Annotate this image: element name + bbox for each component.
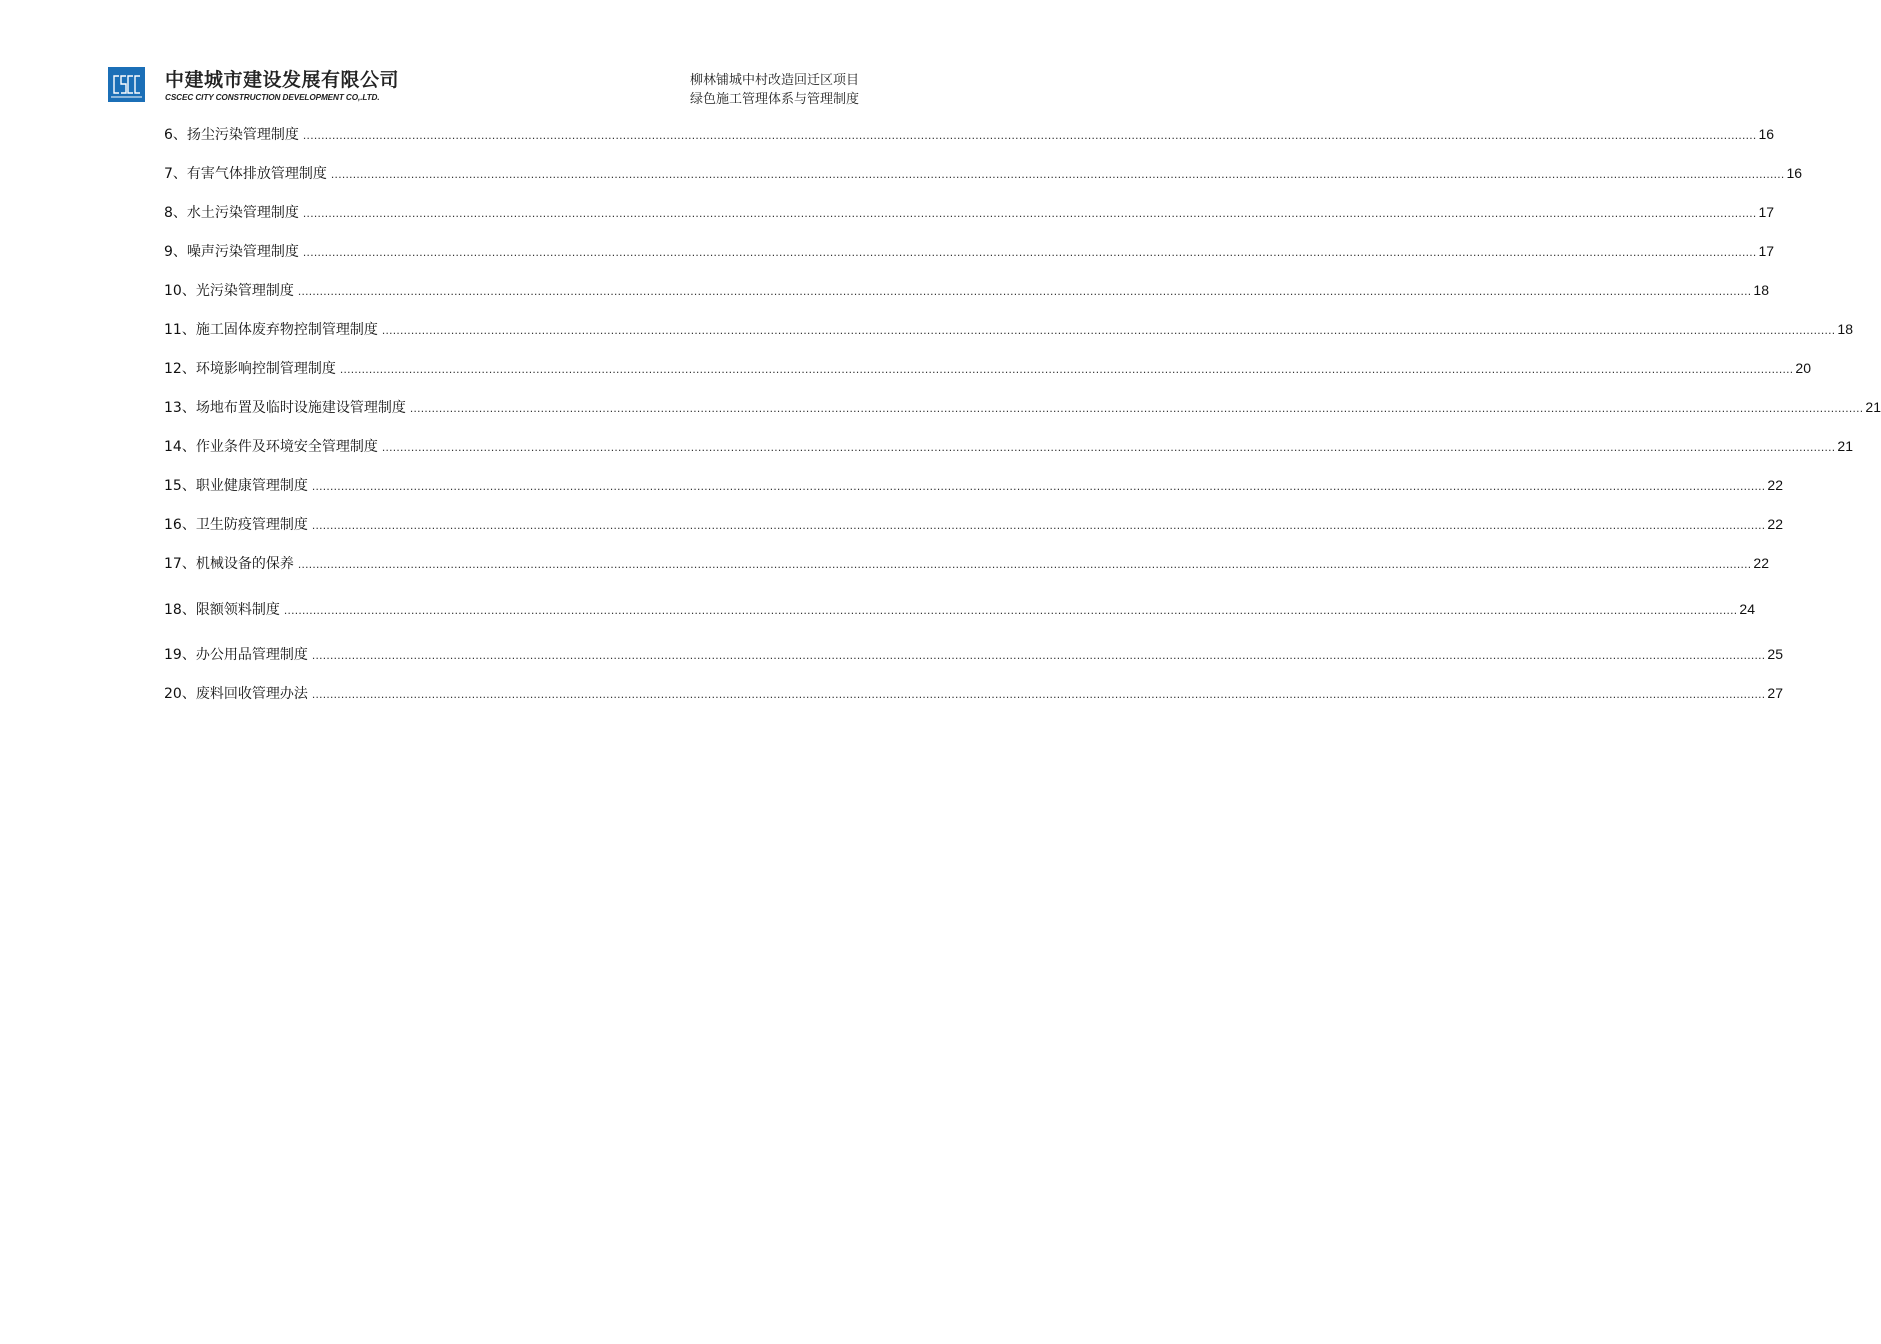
toc-entry-page: 25 [1767,646,1783,662]
toc-entry[interactable] [164,319,1853,339]
toc-entry-page: 20 [1795,360,1811,376]
toc-entry[interactable] [164,553,1769,573]
toc-entry[interactable] [164,241,1775,261]
toc-entry-page: 21 [1837,438,1853,454]
toc-entry-title: 19、办公用品管理制度 [164,647,308,663]
toc-entry-title: 15、职业健康管理制度 [164,478,308,494]
toc-entry-title: 17、机械设备的保养 [164,556,294,572]
toc-entry-title: 7、有害气体排放管理制度 [164,166,327,182]
toc-entry-title: 13、场地布置及临时设施建设管理制度 [164,400,406,416]
toc-entry-page: 22 [1767,477,1783,493]
toc-entry[interactable] [164,163,1803,183]
toc-entry-page: 16 [1786,165,1803,181]
toc-dot-leader: ................................................................................................................................................................................................................................................................................................................................................................................................................ [339,362,1794,376]
toc-entry[interactable] [164,683,1783,703]
toc-entry-page: 16 [1758,126,1775,142]
cscec-logo-icon [108,67,145,102]
toc-entry-page: 18 [1753,282,1769,298]
toc-entry[interactable] [164,124,1775,144]
toc-dot-leader: ................................................................................................................................................................................................................................................................................................................................................................................................................ [297,284,1752,298]
toc-entry[interactable] [164,436,1853,456]
toc-dot-leader: ................................................................................................................................................................................................................................................................................................................................................................................................................ [283,603,1738,617]
toc-entry-page: 17 [1758,204,1775,220]
toc-entry-page: 27 [1767,685,1783,701]
toc-entry[interactable] [164,514,1783,534]
toc-entry[interactable] [164,358,1811,378]
toc-entry-page: 17 [1758,243,1775,259]
toc-entry[interactable] [164,202,1775,222]
toc-entry-page: 24 [1739,601,1755,617]
toc-dot-leader: ................................................................................................................................................................................................................................................................................................................................................................................................................ [409,401,1864,415]
toc-entry-page: 22 [1767,516,1783,532]
company-name-en: CSCEC CITY CONSTRUCTION DEVELOPMENT CO,.LTD. [165,93,380,102]
document-title: 绿色施工管理体系与管理制度 [689,92,859,107]
toc-entry-title: 14、作业条件及环境安全管理制度 [164,439,378,455]
toc-entry-title: 18、限额领料制度 [164,602,280,618]
toc-entry[interactable] [164,475,1783,495]
toc-dot-leader: ................................................................................................................................................................................................................................................................................................................................................................................................................ [302,245,1757,259]
toc-entry-title: 12、环境影响控制管理制度 [164,361,336,377]
toc-dot-leader: ................................................................................................................................................................................................................................................................................................................................................................................................................ [311,479,1766,493]
toc-entry-title: 20、废料回收管理办法 [164,686,308,702]
toc-entry-page: 21 [1865,399,1881,415]
project-info [690,71,859,109]
toc-dot-leader: ................................................................................................................................................................................................................................................................................................................................................................................................................ [311,687,1766,701]
page-header [108,64,863,114]
toc-dot-leader: ................................................................................................................................................................................................................................................................................................................................................................................................................ [381,323,1836,337]
toc-entry-title: 9、噪声污染管理制度 [164,244,299,260]
project-name: 柳林铺城中村改造回迁区项目 [689,73,859,88]
toc-dot-leader: ................................................................................................................................................................................................................................................................................................................................................................................................................ [297,557,1752,571]
toc-dot-leader: ................................................................................................................................................................................................................................................................................................................................................................................................................ [302,128,1757,142]
toc-entry[interactable] [164,397,1881,417]
toc-entry-title: 11、施工固体废弃物控制管理制度 [164,322,378,338]
toc-dot-leader: ................................................................................................................................................................................................................................................................................................................................................................................................................ [302,206,1757,220]
toc-entry-title: 8、水土污染管理制度 [164,205,299,221]
toc-entry[interactable] [164,280,1769,300]
toc-entry-title: 6、扬尘污染管理制度 [164,127,299,143]
toc-entry-page: 22 [1753,555,1769,571]
toc-entry[interactable] [164,644,1783,664]
toc-dot-leader: ................................................................................................................................................................................................................................................................................................................................................................................................................ [311,648,1766,662]
company-name-cn: 中建城市建设发展有限公司 [165,69,400,91]
toc-entry[interactable] [164,599,1755,619]
toc-dot-leader: ................................................................................................................................................................................................................................................................................................................................................................................................................ [381,440,1836,454]
toc-dot-leader: ................................................................................................................................................................................................................................................................................................................................................................................................................ [330,167,1785,181]
toc-entry-page: 18 [1837,321,1853,337]
toc-entry-title: 16、卫生防疫管理制度 [164,517,308,533]
toc-entry-title: 10、光污染管理制度 [164,283,294,299]
toc-dot-leader: ................................................................................................................................................................................................................................................................................................................................................................................................................ [311,518,1766,532]
